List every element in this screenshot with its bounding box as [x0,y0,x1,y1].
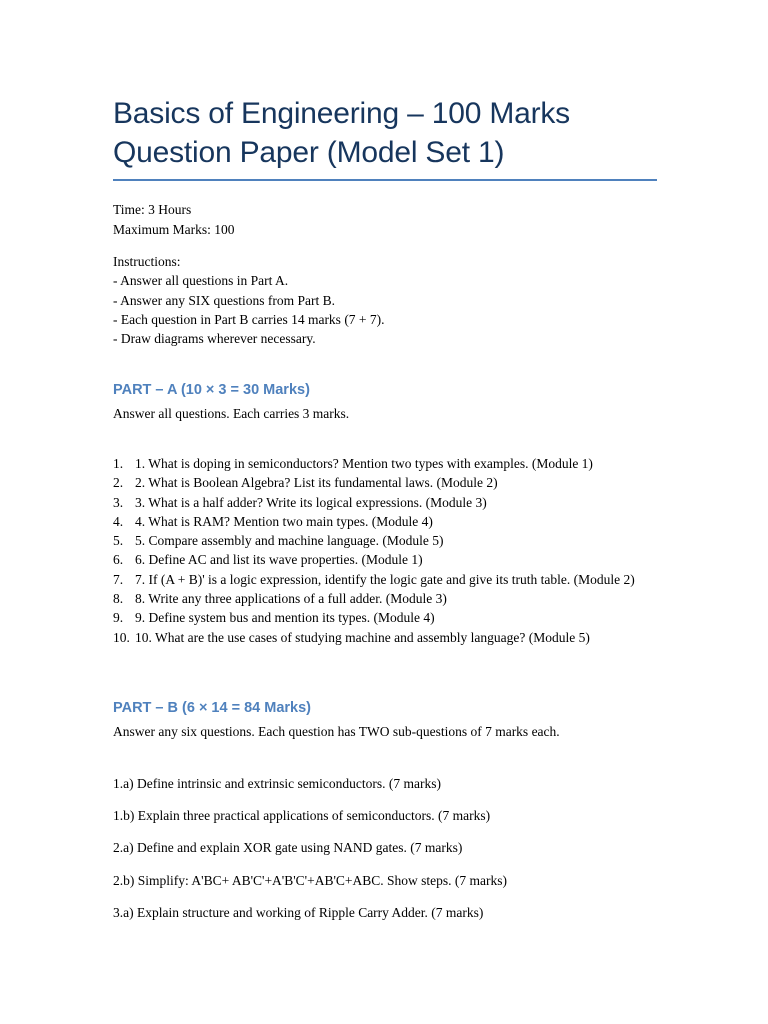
part-a-question-list [113,454,661,647]
question-number: 9. [113,610,124,626]
instruction-item: - Answer any SIX questions from Part B. [113,292,335,308]
question-text: 9. Define system bus and mention its types. (Module 4) [135,610,435,626]
part-b-subquestion: 1.a) Define intrinsic and extrinsic semiconductors. (7 marks) [113,776,442,791]
question-number: 10. [113,629,130,645]
list-item [113,570,661,589]
list-item [113,608,661,627]
part-b-subquestion: 2.b) Simplify: A'BC+ AB'C'+A'B'C'+AB'C+ABC. Show steps. (7 marks) [113,873,508,888]
part-b-intro: Answer any six questions. Each question has TWO sub-questions of 7 marks each. [113,724,560,739]
list-item [113,628,661,647]
part-b-subquestion: 2.a) Define and explain XOR gate using NAND gates. (7 marks) [113,840,463,855]
question-number: 3. [113,494,124,510]
list-item [113,512,661,531]
question-number: 6. [113,552,124,568]
list-item [113,550,661,569]
question-number: 7. [113,571,124,587]
question-text: 8. Write any three applications of a full adder. (Module 3) [135,591,447,607]
question-text: 4. What is RAM? Mention two main types. (Module 4) [135,513,433,529]
part-a-heading: PART – A (10 × 3 = 30 Marks) [113,382,310,398]
question-text: 10. What are the use cases of studying machine and assembly language? (Module 5) [135,629,590,645]
document-title-line-1: Basics of Engineering – 100 Marks [113,97,570,130]
list-item [113,473,661,492]
question-text: 1. What is doping in semiconductors? Mention two types with examples. (Module 1) [135,456,593,471]
title-divider [113,179,657,181]
part-b-subquestion: 3.a) Explain structure and working of Ripple Carry Adder. (7 marks) [113,905,484,920]
question-number: 4. [113,513,124,529]
question-text: 2. What is Boolean Algebra? List its fundamental laws. (Module 2) [135,475,498,491]
question-number: 8. [113,591,124,607]
instruction-item: - Each question in Part B carries 14 marks (7 + 7). [113,311,385,327]
question-text: 6. Define AC and list its wave properties. (Module 1) [135,552,423,568]
question-number: 5. [113,533,124,549]
list-item [113,589,661,608]
exam-time: Time: 3 Hours [113,202,192,217]
document-title [113,94,658,172]
document-title-line-2: Question Paper (Model Set 1) [113,136,505,169]
part-b-heading: PART – B (6 × 14 = 84 Marks) [113,700,311,716]
question-text: 7. If (A + B)' is a logic expression, identify the logic gate and give its truth table. (Module 2) [135,571,635,587]
question-text: 5. Compare assembly and machine language. (Module 5) [135,533,444,549]
instruction-item: - Answer all questions in Part A. [113,273,289,289]
list-item [113,454,661,473]
question-text: 3. What is a half adder? Write its logical expressions. (Module 3) [135,494,487,510]
question-number: 2. [113,475,124,491]
exam-meta [113,200,235,239]
question-number: 1. [113,456,124,471]
part-a-intro: Answer all questions. Each carries 3 marks. [113,406,350,421]
instructions-block [113,252,385,348]
instruction-item: - Draw diagrams wherever necessary. [113,331,316,347]
exam-max-marks: Maximum Marks: 100 [113,221,235,237]
list-item [113,493,661,512]
part-b-subquestion: 1.b) Explain three practical applications of semiconductors. (7 marks) [113,808,491,823]
instructions-heading: Instructions: [113,254,181,269]
list-item [113,531,661,550]
